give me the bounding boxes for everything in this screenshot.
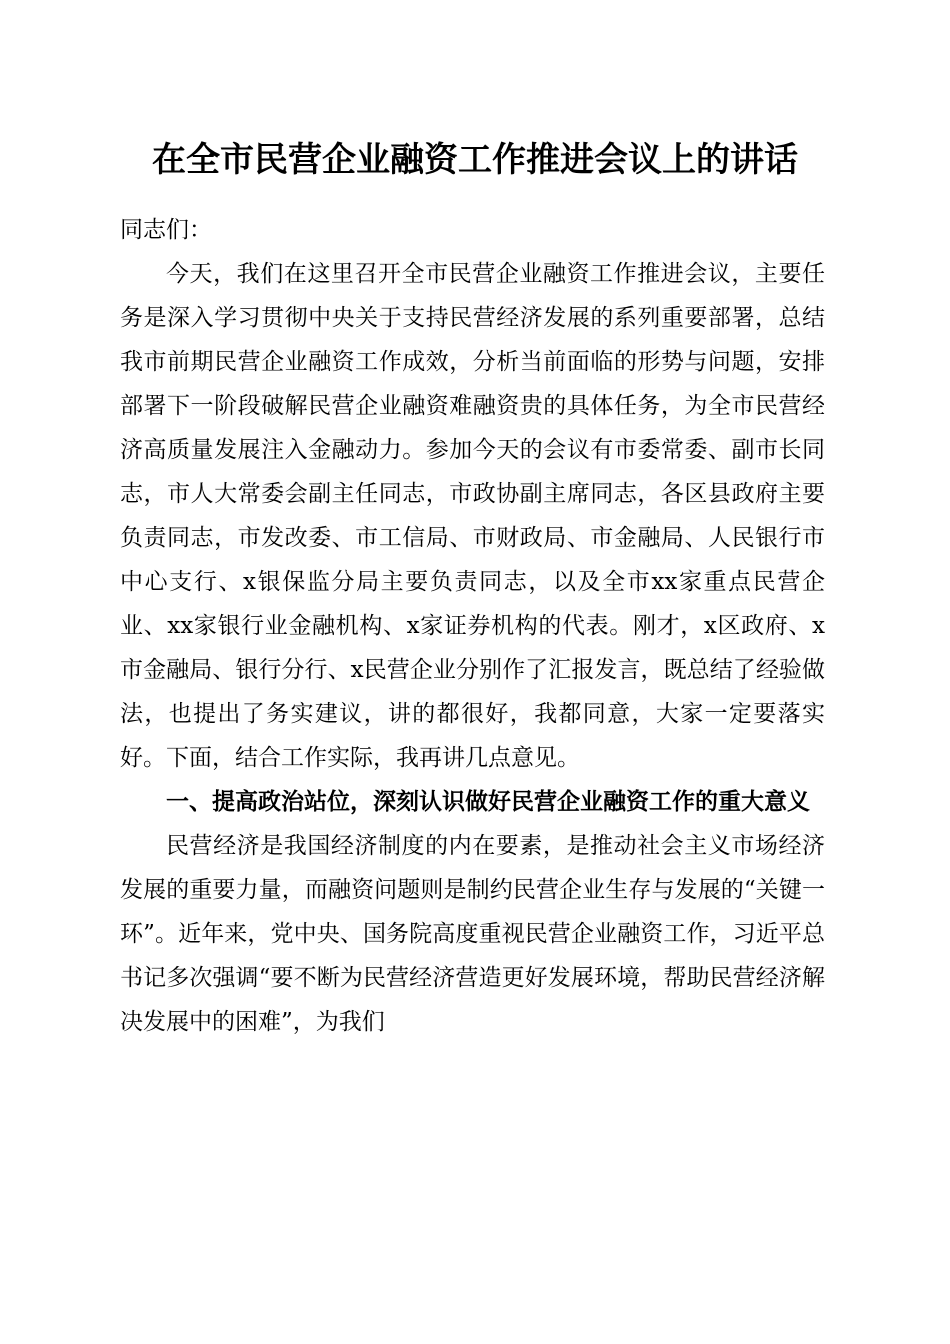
- salutation: 同志们：: [120, 217, 212, 243]
- document-body: [120, 208, 825, 1044]
- paragraph-opening: 今天，我们在这里召开全市民营企业融资工作推进会议，主要任务是深入学习贯彻中央关于支持民营经济发展的系列重要部署，总结我市前期民营企业融资工作成效，分析当前面临的形势与问题，安排部署下一阶段破解民营企业融资难融资贵的具体任务，为全市民营经济高质量发展注入金融动力。参加今天的会议有市委常委、副市长同志，市人大常委会副主任同志，市政协副主席同志，各区县政府主要负责同志，市发改委、市工信局、市财政局、市金融局、人民银行市中心支行、x银保监分局主要负责同志，以及全市xx家重点民营企业、xx家银行业金融机构、x家证券机构的代表。刚才，x区政府、x市金融局、银行分行、x民营企业分别作了汇报发言，既总结了经验做法，也提出了务实建议，讲的都很好，我都同意，大家一定要落实好。下面，结合工作实际，我再讲几点意见。: [120, 261, 825, 771]
- paragraph-section-1: 民营经济是我国经济制度的内在要素，是推动社会主义市场经济发展的重要力量，而融资问题则是制约民营企业生存与发展的“关键一环”。近年来，党中央、国务院高度重视民营企业融资工作，习近平总书记多次强调“要不断为民营经济营造更好发展环境，帮助民营经济解决发展中的困难”，为我们: [120, 833, 825, 1035]
- document-title: 在全市民营企业融资工作推进会议上的讲话: [152, 140, 798, 180]
- section-heading-1: 一、提高政治站位，深刻认识做好民营企业融资工作的重大意义: [166, 789, 810, 815]
